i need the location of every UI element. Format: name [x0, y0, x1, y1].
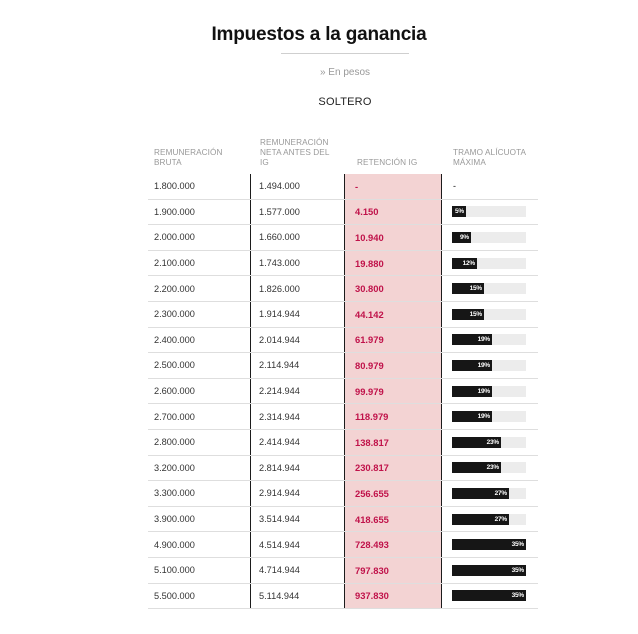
cell-bruta: 3.200.000 [154, 462, 195, 473]
cell-tramo [452, 584, 528, 609]
tramo-empty: - [453, 181, 456, 192]
tramo-bar-label: 5% [455, 208, 464, 216]
table-row [148, 353, 538, 379]
cell-neta: 1.494.000 [259, 181, 300, 192]
table-row [148, 276, 538, 302]
tramo-bar-fill [452, 488, 509, 499]
cell-neta: 2.814.944 [259, 462, 300, 473]
table-row [148, 302, 538, 328]
tramo-bar-label: 12% [462, 259, 475, 267]
cell-retencion: 728.493 [355, 539, 389, 551]
table-row [148, 456, 538, 482]
tramo-bar-track [452, 334, 526, 345]
cell-retencion: 10.940 [355, 231, 384, 243]
cell-retencion: 30.800 [355, 283, 384, 295]
cell-tramo [452, 558, 528, 583]
cell-tramo [452, 174, 528, 199]
cell-neta: 2.914.944 [259, 488, 300, 499]
table-row [148, 404, 538, 430]
tramo-bar-track [452, 309, 526, 320]
tramo-bar-fill [452, 437, 501, 448]
tramo-bar-fill [452, 232, 471, 243]
tramo-bar-track [452, 258, 526, 269]
cell-tramo [452, 251, 528, 276]
tramo-bar-label: 19% [477, 361, 490, 369]
tramo-bar-track [452, 232, 526, 243]
title-divider [281, 53, 409, 54]
tramo-bar-fill [452, 565, 526, 576]
tramo-bar-track [452, 514, 526, 525]
cell-retencion: 230.817 [355, 462, 389, 474]
cell-tramo [452, 481, 528, 506]
section-label: SOLTERO [318, 96, 372, 108]
tramo-bar-label: 35% [511, 566, 524, 574]
table-row [148, 200, 538, 226]
table-row [148, 328, 538, 354]
tramo-bar-fill [452, 334, 492, 345]
cell-neta: 4.514.944 [259, 539, 300, 550]
tramo-bar-track [452, 360, 526, 371]
cell-neta: 2.314.944 [259, 411, 300, 422]
tramo-bar-label: 35% [511, 541, 524, 549]
cell-bruta: 3.300.000 [154, 488, 195, 499]
tramo-bar-track [452, 437, 526, 448]
cell-neta: 1.826.000 [259, 283, 300, 294]
cell-tramo [452, 379, 528, 404]
tramo-bar-track [452, 462, 526, 473]
table-header [148, 131, 538, 174]
cell-tramo [452, 532, 528, 557]
cell-retencion: 418.655 [355, 513, 389, 525]
cell-retencion: - [355, 180, 359, 192]
tramo-bar-fill [452, 411, 492, 422]
table-row [148, 532, 538, 558]
tramo-bar-fill [452, 258, 477, 269]
cell-bruta: 2.100.000 [154, 258, 195, 269]
tramo-bar-fill [452, 539, 526, 550]
cell-bruta: 2.400.000 [154, 334, 195, 345]
tramo-bar-fill [452, 514, 509, 525]
tramo-bar-track [452, 565, 526, 576]
cell-retencion: 61.979 [355, 334, 384, 346]
cell-neta: 5.114.944 [259, 590, 300, 601]
cell-bruta: 1.800.000 [154, 181, 195, 192]
cell-neta: 1.743.000 [259, 258, 300, 269]
tramo-bar-label: 35% [511, 592, 524, 600]
cell-tramo [452, 430, 528, 455]
cell-tramo [452, 404, 528, 429]
table-row [148, 174, 538, 200]
tramo-bar-label: 9% [460, 233, 469, 241]
cell-tramo [452, 200, 528, 225]
cell-tramo [452, 276, 528, 301]
column-header-retencion: RETENCIÓN IG [357, 158, 418, 167]
tax-table [148, 131, 538, 609]
cell-retencion: 4.150 [355, 206, 379, 218]
cell-neta: 1.914.944 [259, 309, 300, 320]
tramo-bar-fill [452, 462, 501, 473]
table-row [148, 507, 538, 533]
cell-retencion: 937.830 [355, 590, 389, 602]
cell-neta: 1.660.000 [259, 232, 300, 243]
table-row [148, 558, 538, 584]
cell-retencion: 797.830 [355, 564, 389, 576]
cell-retencion: 138.817 [355, 436, 389, 448]
cell-bruta: 1.900.000 [154, 206, 195, 217]
cell-neta: 2.114.944 [259, 360, 300, 371]
tramo-bar-track [452, 590, 526, 601]
column-header-tramo: TRAMO ALÍCUOTA MÁXIMA [453, 148, 526, 167]
cell-bruta: 2.300.000 [154, 309, 195, 320]
table-row [148, 225, 538, 251]
tramo-bar-label: 27% [494, 489, 507, 497]
cell-bruta: 5.500.000 [154, 590, 195, 601]
cell-neta: 4.714.944 [259, 565, 300, 576]
table-row [148, 584, 538, 610]
cell-tramo [452, 353, 528, 378]
cell-neta: 2.014.944 [259, 334, 300, 345]
tramo-bar-label: 23% [486, 464, 499, 472]
cell-bruta: 2.200.000 [154, 283, 195, 294]
tramo-bar-label: 15% [469, 310, 482, 318]
cell-bruta: 2.800.000 [154, 437, 195, 448]
tramo-bar-fill [452, 386, 492, 397]
tramo-bar-fill [452, 360, 492, 371]
cell-retencion: 80.979 [355, 359, 384, 371]
cell-retencion: 99.979 [355, 385, 384, 397]
tramo-bar-track [452, 283, 526, 294]
tramo-bar-label: 23% [486, 438, 499, 446]
tramo-bar-fill [452, 206, 466, 217]
table-row [148, 251, 538, 277]
tramo-bar-track [452, 539, 526, 550]
page-title: Impuestos a la ganancia [211, 24, 427, 45]
cell-tramo [452, 302, 528, 327]
cell-bruta: 2.700.000 [154, 411, 195, 422]
tramo-bar-track [452, 488, 526, 499]
tramo-bar-track [452, 411, 526, 422]
cell-bruta: 2.600.000 [154, 386, 195, 397]
tramo-bar-fill [452, 309, 484, 320]
tramo-bar-fill [452, 590, 526, 601]
cell-bruta: 2.000.000 [154, 232, 195, 243]
table-row [148, 379, 538, 405]
table-body [148, 174, 538, 609]
cell-bruta: 5.100.000 [154, 565, 195, 576]
column-header-bruta: REMUNERACIÓN BRUTA [154, 148, 223, 167]
cell-retencion: 256.655 [355, 487, 389, 499]
cell-bruta: 4.900.000 [154, 539, 195, 550]
cell-neta: 1.577.000 [259, 206, 300, 217]
cell-retencion: 118.979 [355, 411, 389, 423]
tramo-bar-fill [452, 283, 484, 294]
cell-tramo [452, 225, 528, 250]
cell-tramo [452, 328, 528, 353]
tramo-bar-label: 27% [494, 515, 507, 523]
cell-neta: 2.214.944 [259, 386, 300, 397]
tramo-bar-label: 19% [477, 336, 490, 344]
table-row [148, 430, 538, 456]
tramo-bar-label: 19% [477, 387, 490, 395]
tramo-bar-label: 15% [469, 285, 482, 293]
tramo-bar-label: 19% [477, 413, 490, 421]
cell-retencion: 44.142 [355, 308, 384, 320]
cell-bruta: 3.900.000 [154, 514, 195, 525]
units-note: » En pesos [319, 67, 371, 78]
table-row [148, 481, 538, 507]
tramo-bar-track [452, 386, 526, 397]
cell-tramo [452, 507, 528, 532]
cell-bruta: 2.500.000 [154, 360, 195, 371]
cell-neta: 2.414.944 [259, 437, 300, 448]
cell-neta: 3.514.944 [259, 514, 300, 525]
column-header-neta: REMUNERACIÓN NETA ANTES DEL IG [260, 138, 330, 167]
tramo-bar-track [452, 206, 526, 217]
cell-retencion: 19.880 [355, 257, 384, 269]
cell-tramo [452, 456, 528, 481]
